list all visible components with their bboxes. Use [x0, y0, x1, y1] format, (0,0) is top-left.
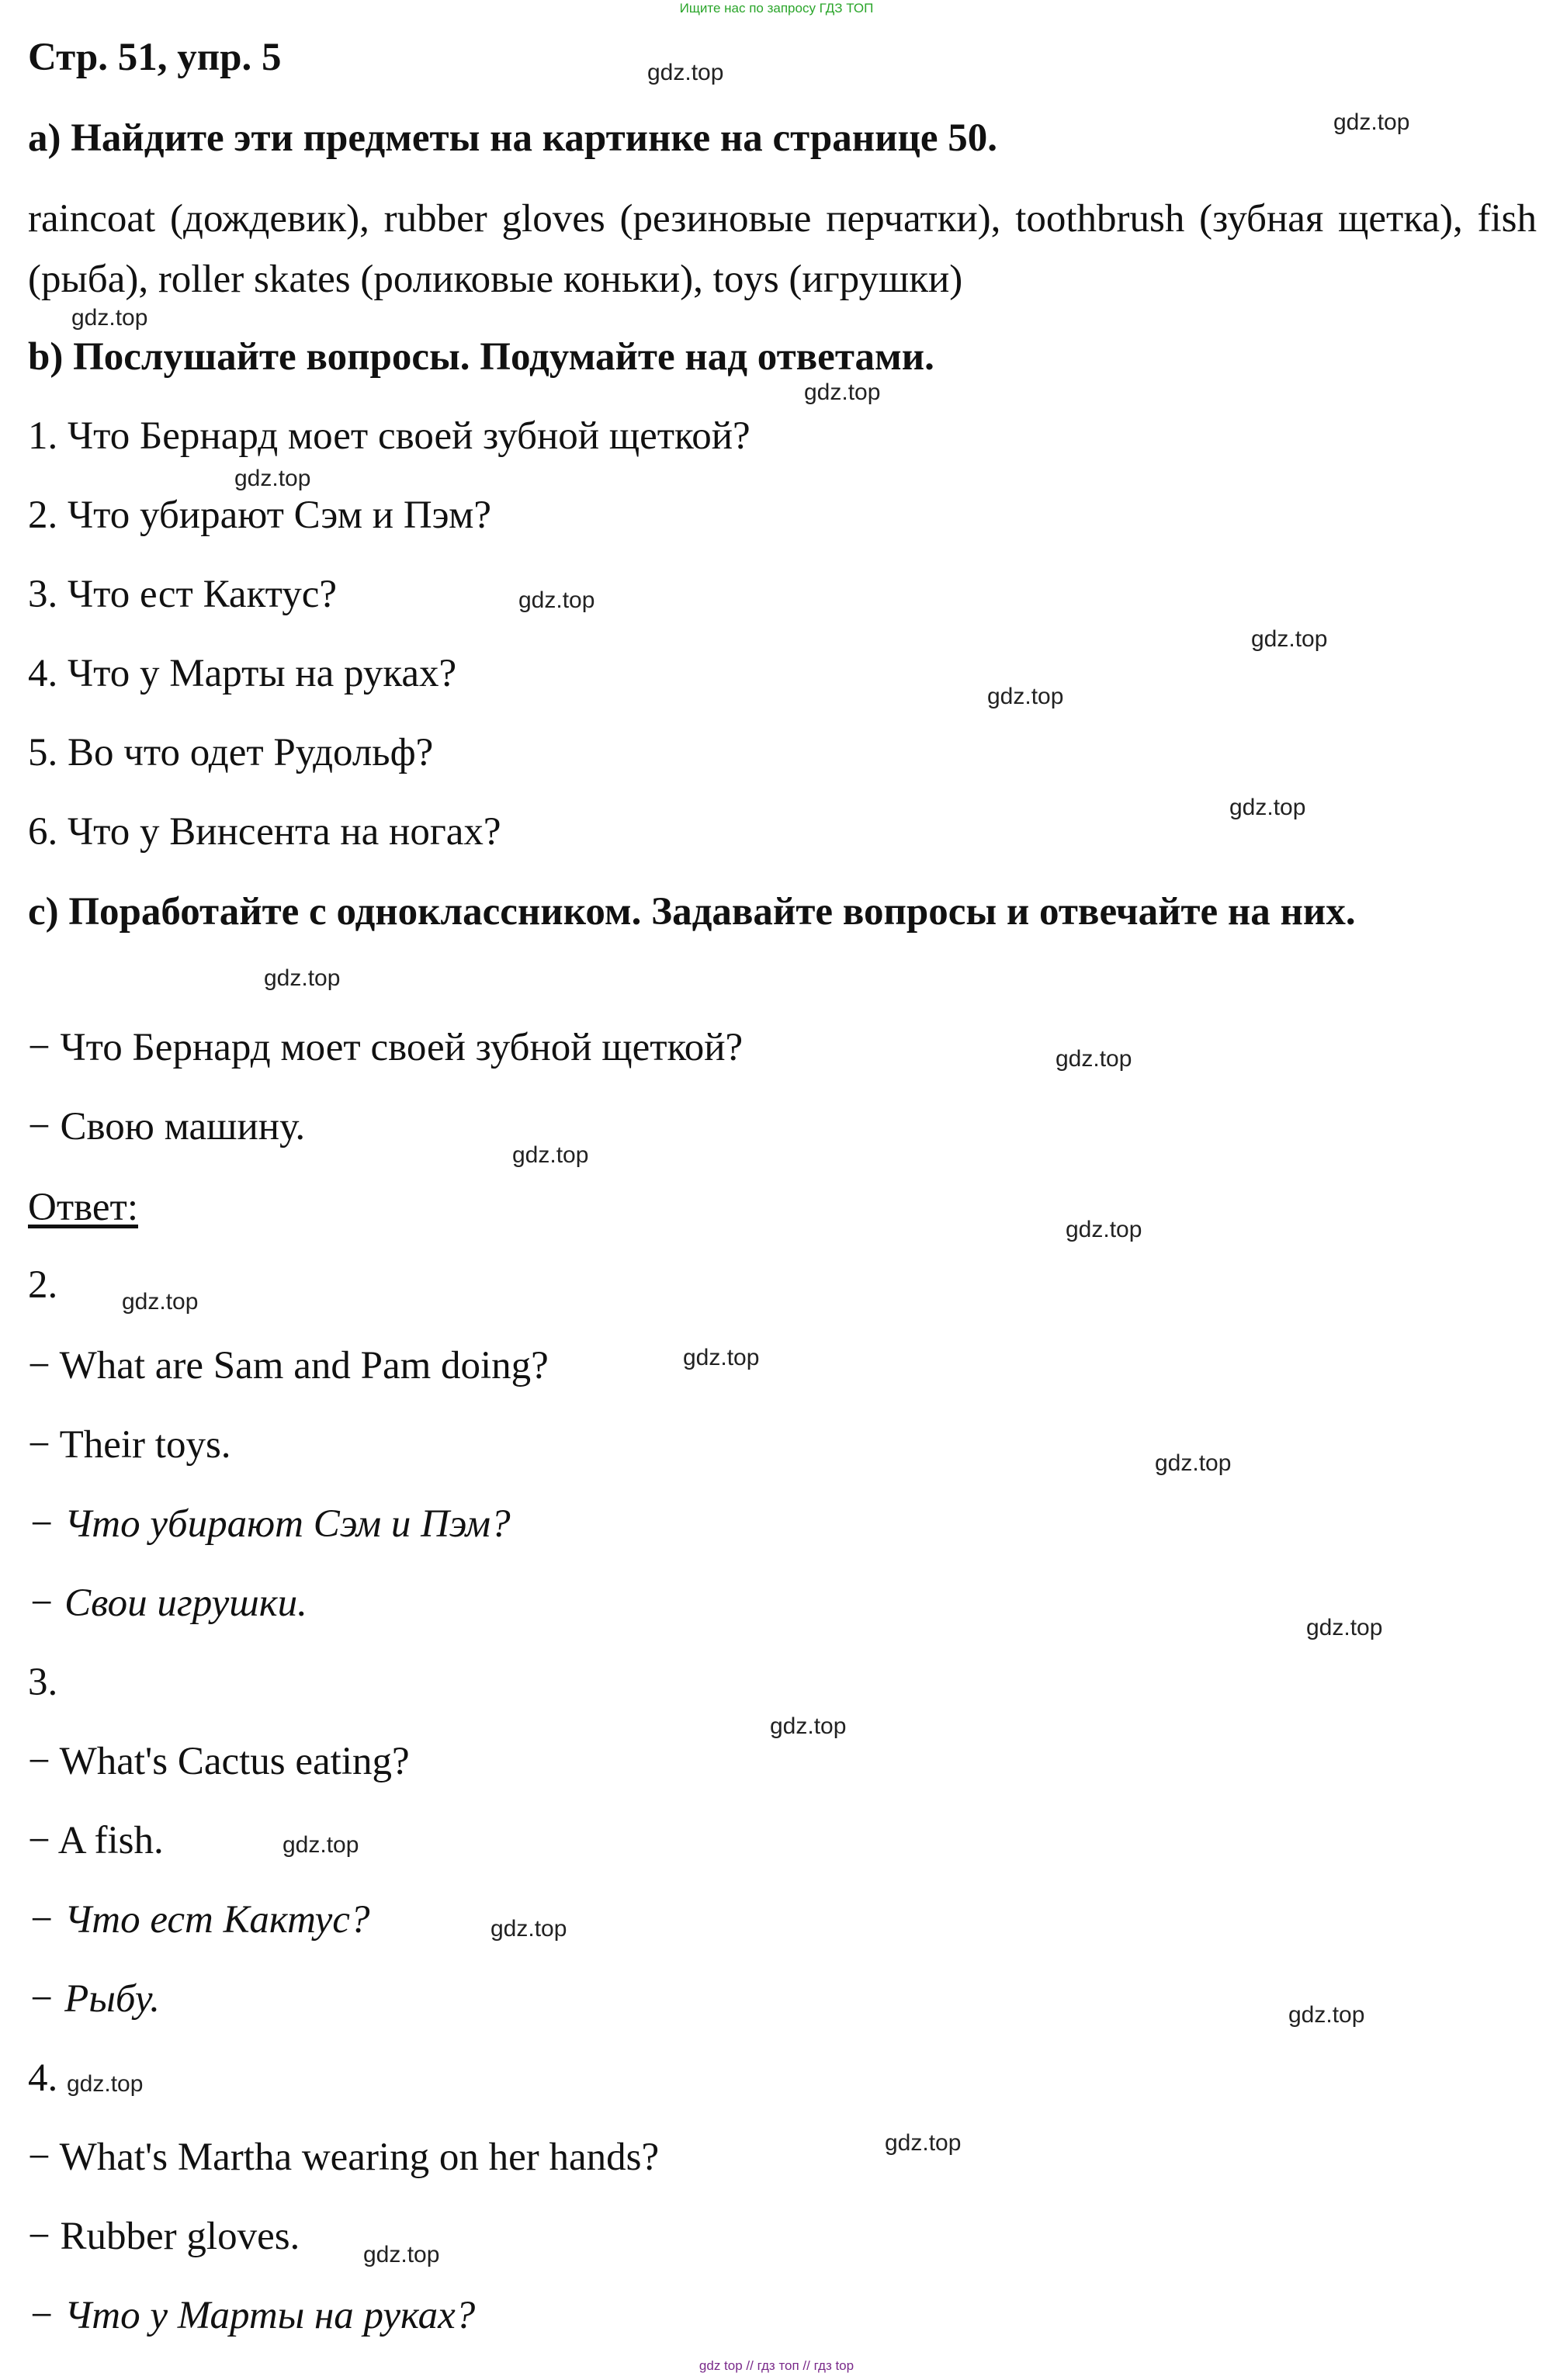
watermark: gdz.top — [647, 60, 724, 85]
watermark: gdz.top — [71, 305, 148, 331]
watermark: gdz.top — [770, 1713, 847, 1739]
watermark: gdz.top — [363, 2242, 440, 2267]
page-title: Стр. 51, упр. 5 — [28, 36, 282, 79]
answer-line: − What's Cactus eating? — [28, 1740, 410, 1783]
watermark: gdz.top — [67, 2071, 144, 2097]
watermark: gdz.top — [1229, 795, 1306, 820]
answer-number: 3. — [28, 1661, 58, 1704]
answer-line-translation: − Что у Марты на руках? — [28, 2294, 476, 2337]
watermark: gdz.top — [512, 1142, 589, 1168]
section-a-heading: a) Найдите эти предметы на картинке на странице 50. — [28, 116, 998, 160]
watermark: gdz.top — [1333, 109, 1410, 135]
watermark: gdz.top — [283, 1832, 359, 1858]
bottom-banner[interactable]: gdz top // гдз топ // гдз top — [699, 2358, 854, 2373]
example-line: − Что Бернард моет своей зубной щеткой? — [28, 1026, 744, 1069]
answer-line-translation: − Что убирают Сэм и Пэм? — [28, 1502, 511, 1546]
answer-line: − Rubber gloves. — [28, 2215, 300, 2258]
top-banner[interactable]: Ищите нас по запросу ГДЗ ТОП — [679, 1, 874, 16]
answer-line-translation: − Свои игрушки. — [28, 1581, 307, 1625]
answer-number: 4. — [28, 2056, 58, 2100]
watermark: gdz.top — [1155, 1450, 1232, 1476]
question-item: 3. Что ест Кактус? — [28, 573, 338, 616]
watermark: gdz.top — [1056, 1046, 1132, 1072]
watermark: gdz.top — [1288, 2002, 1365, 2028]
answer-line: − A fish. — [28, 1819, 164, 1862]
answer-line-translation: − Рыбу. — [28, 1977, 161, 2021]
watermark: gdz.top — [518, 587, 595, 613]
watermark: gdz.top — [1066, 1217, 1142, 1242]
section-c-heading: c) Поработайте с одноклассником. Задавайте вопросы и отвечайте на них. — [28, 890, 1356, 934]
watermark: gdz.top — [491, 1916, 567, 1942]
watermark: gdz.top — [1306, 1615, 1383, 1640]
section-a-text: raincoat (дождевик), rubber gloves (резиновые перчатки), toothbrush (зубная щетка), fish (рыба), roller skates (роликовые коньки), toys (игрушки) — [28, 197, 1537, 301]
question-item: 4. Что у Марты на руках? — [28, 652, 457, 695]
watermark: gdz.top — [804, 379, 881, 405]
watermark: gdz.top — [122, 1289, 199, 1315]
answer-line: − What's Martha wearing on her hands? — [28, 2136, 660, 2179]
question-item: 2. Что убирают Сэм и Пэм? — [28, 494, 492, 537]
section-b-heading: b) Послушайте вопросы. Подумайте над ответами. — [28, 335, 934, 379]
watermark: gdz.top — [264, 965, 341, 991]
example-line: − Свою машину. — [28, 1105, 306, 1148]
watermark: gdz.top — [1251, 626, 1328, 652]
answer-number: 2. — [28, 1263, 58, 1307]
answer-label: Ответ: — [28, 1186, 138, 1229]
question-item: 5. Во что одет Рудольф? — [28, 731, 434, 774]
answer-line-translation: − Что ест Кактус? — [28, 1898, 370, 1942]
question-item: 6. Что у Винсента на ногах? — [28, 810, 501, 854]
answer-line: − What are Sam and Pam doing? — [28, 1344, 549, 1387]
answer-line: − Their toys. — [28, 1423, 231, 1467]
watermark: gdz.top — [234, 466, 311, 491]
watermark: gdz.top — [885, 2130, 962, 2156]
question-item: 1. Что Бернард моет своей зубной щеткой? — [28, 414, 751, 458]
watermark: gdz.top — [987, 684, 1064, 709]
watermark: gdz.top — [683, 1345, 760, 1370]
